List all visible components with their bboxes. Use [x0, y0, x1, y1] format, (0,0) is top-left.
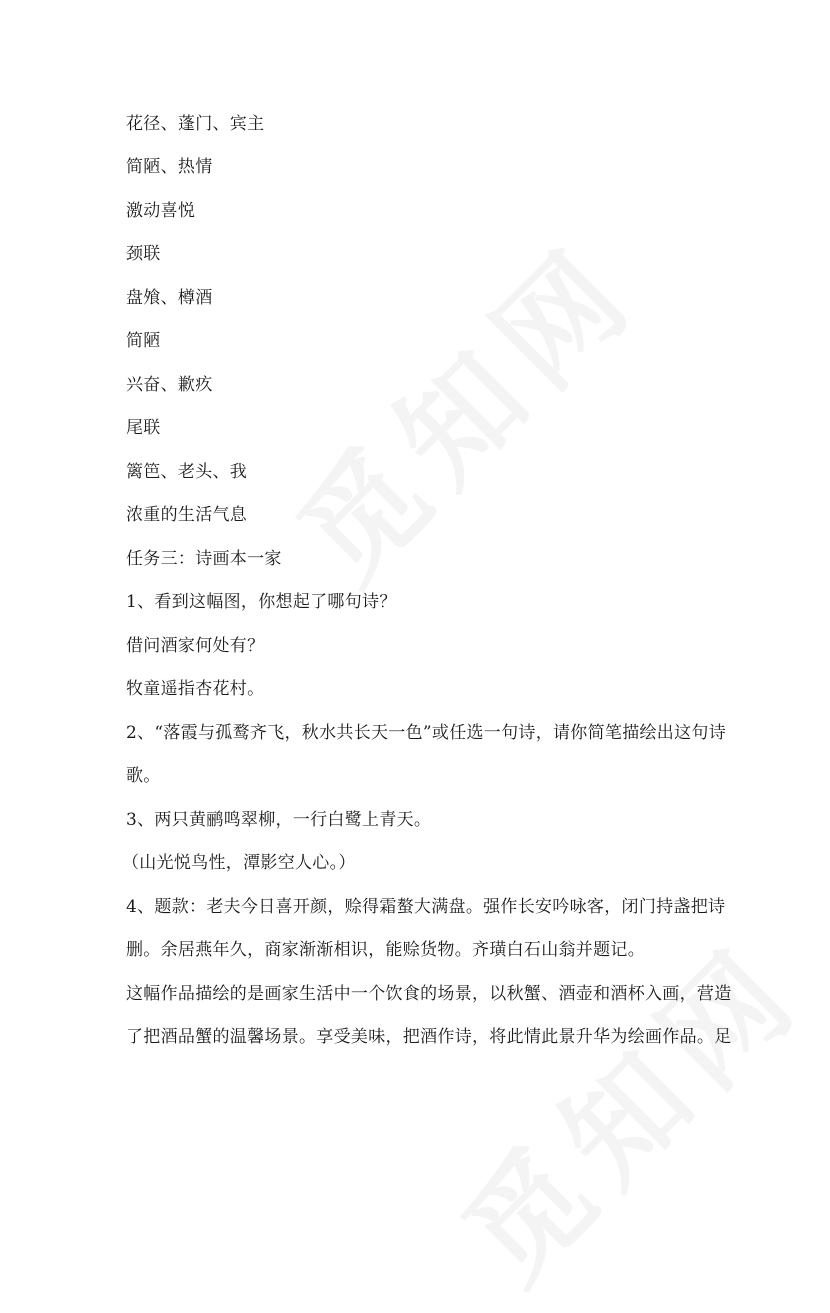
text-line: 盘飧、樽酒 [126, 288, 213, 308]
question-3: 3、两只黄鹂鸣翠柳，一行白鹭上青天。 [126, 810, 432, 830]
text-line: 激动喜悦 [126, 201, 196, 221]
paragraph-line: 了把酒品蟹的温馨场景。享受美味，把酒作诗，将此情此景升华为绘画作品。足 [126, 1027, 732, 1047]
text-line: 篱笆、老头、我 [126, 462, 248, 482]
question-4: 4、题款：老夫今日喜开颜，赊得霜螯大满盘。强作长安吟咏客，闭门持盏把诗 [126, 897, 726, 917]
question-1: 1、看到这幅图，你想起了哪句诗？ [126, 592, 397, 612]
text-line: 简陋 [126, 331, 161, 351]
answer-line: （山光悦鸟性，潭影空人心。） [122, 853, 356, 873]
text-line: 简陋、热情 [126, 157, 213, 177]
section-heading: 尾联 [126, 418, 161, 438]
section-heading: 颈联 [126, 244, 161, 264]
watermark [255, 199, 669, 613]
question-4-continued: 删。余居燕年久，商家渐渐相识，能赊货物。齐璜白石山翁并题记。 [126, 940, 645, 960]
text-line: 兴奋、歉疚 [126, 375, 213, 395]
answer-line: 牧童遥指杏花村。 [126, 679, 265, 699]
answer-line: 借问酒家何处有？ [126, 636, 265, 656]
task-heading: 任务三：诗画本一家 [126, 549, 282, 569]
question-2: 2、“落霞与孤鹜齐飞，秋水共长天一色”或任选一句诗，请你简笔描绘出这句诗 [126, 723, 726, 743]
question-2-continued: 歌。 [126, 766, 161, 786]
text-line: 浓重的生活气息 [126, 505, 248, 525]
text-line: 花径、蓬门、宾主 [126, 114, 265, 134]
paragraph-line: 这幅作品描绘的是画家生活中一个饮食的场景，以秋蟹、酒壶和酒杯入画，营造 [126, 984, 732, 1004]
